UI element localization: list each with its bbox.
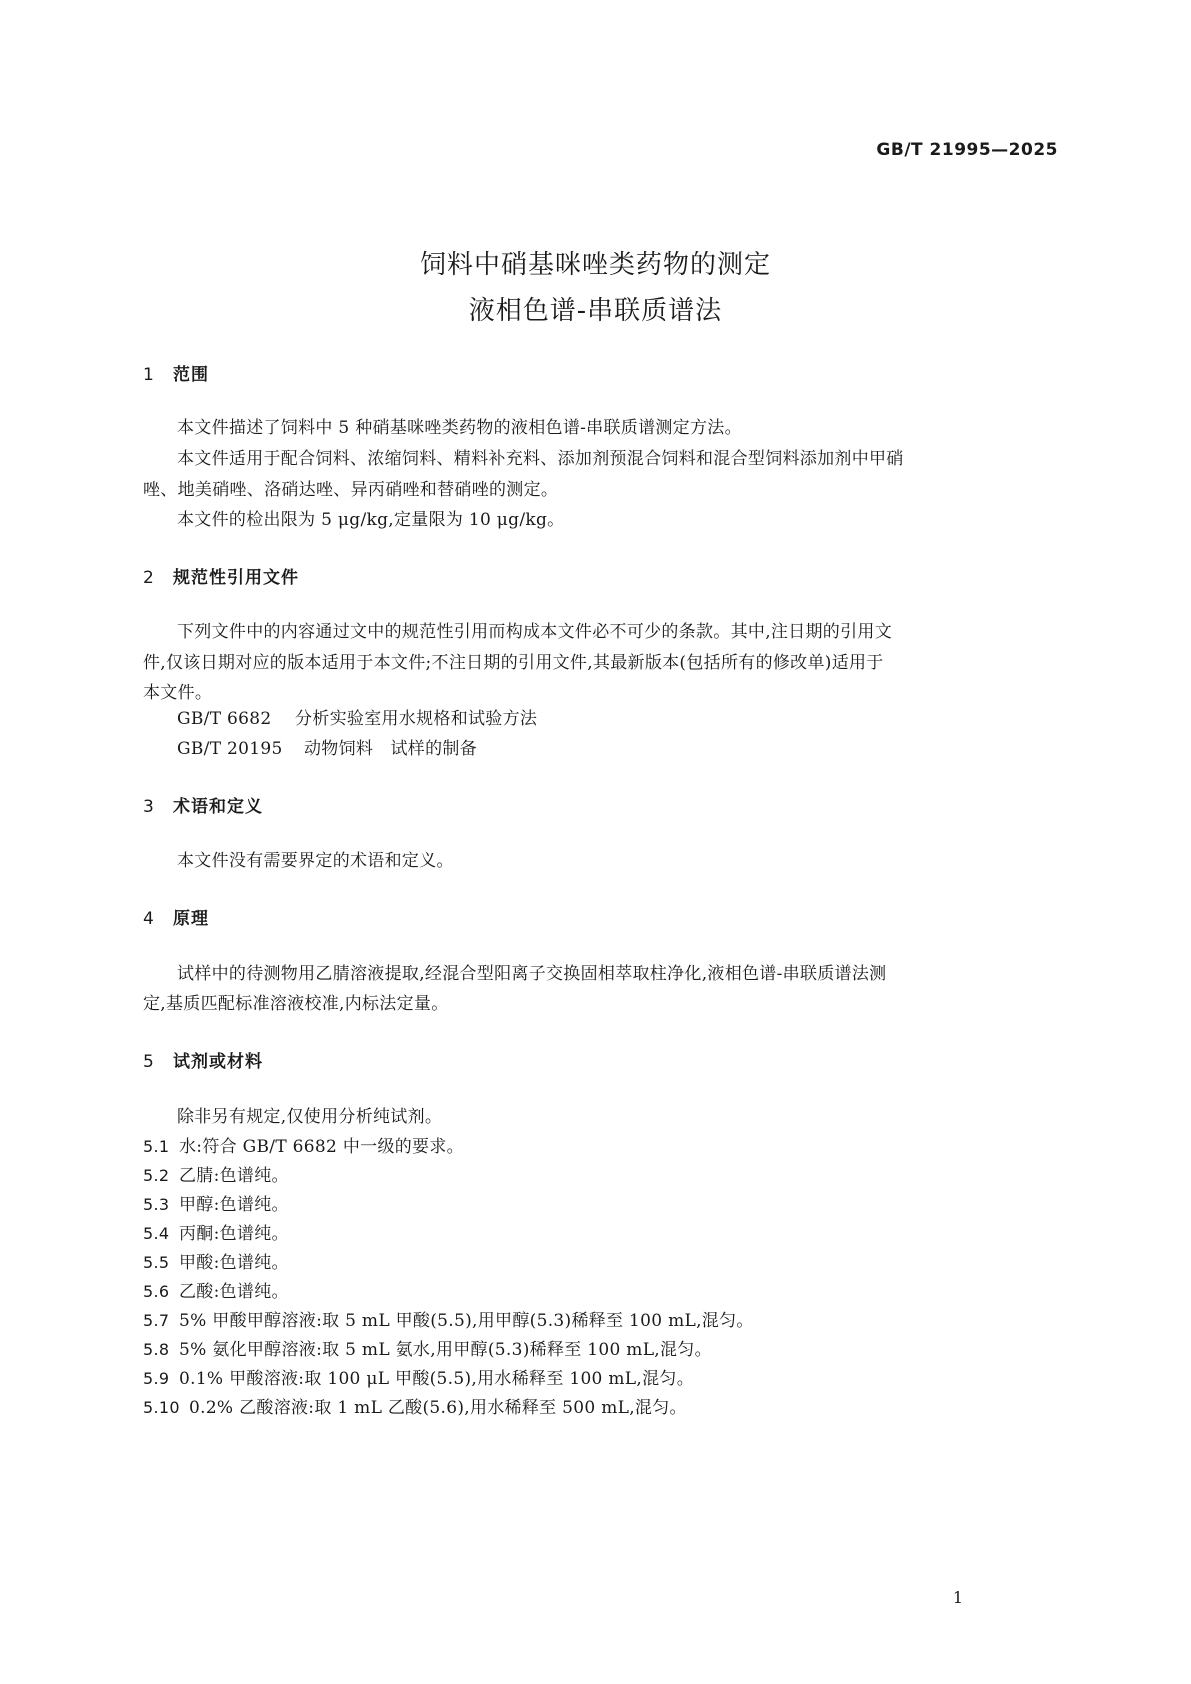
section-title: 术语和定义: [173, 797, 263, 817]
section-4-heading: [143, 904, 209, 929]
item-number: 5.3: [143, 1195, 170, 1214]
reference-title: 动物饲料 试样的制备: [304, 739, 477, 759]
item-text: 甲醇:色谱纯。: [179, 1195, 289, 1215]
paragraph: 本文件的检出限为 5 μg/kg,定量限为 10 μg/kg。: [177, 510, 565, 530]
item-number: 5.2: [143, 1166, 170, 1185]
item-text: 0.2% 乙酸溶液:取 1 mL 乙酸(5.6),用水稀释至 500 mL,混匀。: [189, 1398, 687, 1418]
paragraph: 下列文件中的内容通过文中的规范性引用而构成本文件必不可少的条款。其中,注日期的引用文: [177, 622, 893, 642]
section-5-heading: [143, 1047, 263, 1072]
page-number: 1: [952, 1588, 963, 1607]
list-item: [143, 1306, 754, 1331]
paragraph: 本文件没有需要界定的术语和定义。: [177, 851, 454, 871]
item-number: 5.1: [143, 1137, 170, 1156]
list-item: [143, 1248, 289, 1273]
section-2-heading: [143, 563, 299, 588]
section-title: 试剂或材料: [173, 1052, 263, 1072]
normative-reference: [177, 704, 537, 729]
item-number: 5.7: [143, 1311, 170, 1330]
section-title: 范围: [173, 365, 209, 385]
item-text: 5% 甲酸甲醇溶液:取 5 mL 甲酸(5.5),用甲醇(5.3)稀释至 100 mL,混匀。: [179, 1311, 754, 1331]
section-number: 3: [143, 797, 155, 817]
item-number: 5.4: [143, 1224, 170, 1243]
section-title: 原理: [173, 909, 209, 929]
item-number: 5.5: [143, 1253, 170, 1272]
item-number: 5.9: [143, 1369, 170, 1388]
section-number: 4: [143, 909, 155, 929]
item-text: 甲酸:色谱纯。: [179, 1253, 289, 1273]
item-text: 乙酸:色谱纯。: [179, 1282, 289, 1302]
reference-code: GB/T 6682: [177, 709, 272, 729]
paragraph-continuation: 定,基质匹配标准溶液校准,内标法定量。: [143, 994, 449, 1014]
list-item: [143, 1132, 464, 1157]
document-title-line-2: 液相色谱-串联质谱法: [468, 296, 723, 326]
list-item: [143, 1277, 289, 1302]
item-number: 5.10: [143, 1398, 180, 1417]
section-number: 2: [143, 568, 155, 588]
paragraph: 试样中的待测物用乙腈溶液提取,经混合型阳离子交换固相萃取柱净化,液相色谱-串联质谱法测: [177, 964, 887, 984]
section-number: 1: [143, 365, 155, 385]
paragraph-continuation: 本文件。: [143, 683, 213, 703]
item-text: 0.1% 甲酸溶液:取 100 μL 甲酸(5.5),用水稀释至 100 mL,混匀。: [179, 1369, 694, 1389]
paragraph-continuation: 件,仅该日期对应的版本适用于本文件;不注日期的引用文件,其最新版本(包括所有的修改单)适用于: [143, 653, 884, 673]
normative-reference: [177, 734, 477, 759]
item-text: 丙酮:色谱纯。: [179, 1224, 289, 1244]
item-text: 乙腈:色谱纯。: [179, 1166, 289, 1186]
paragraph: 本文件描述了饲料中 5 种硝基咪唑类药物的液相色谱-串联质谱测定方法。: [177, 418, 742, 438]
item-number: 5.8: [143, 1340, 170, 1359]
section-number: 5: [143, 1052, 155, 1072]
section-title: 规范性引用文件: [173, 568, 299, 588]
list-item: [143, 1364, 694, 1389]
list-item: [143, 1190, 289, 1215]
item-text: 5% 氨化甲醇溶液:取 5 mL 氨水,用甲醇(5.3)稀释至 100 mL,混匀。: [179, 1340, 712, 1360]
document-title-line-1: 饲料中硝基咪唑类药物的测定: [419, 250, 771, 280]
section-1-heading: [143, 360, 209, 385]
list-item: [143, 1335, 712, 1360]
reference-title: 分析实验室用水规格和试验方法: [295, 709, 538, 729]
item-text: 水:符合 GB/T 6682 中一级的要求。: [179, 1137, 464, 1157]
list-item: [143, 1219, 289, 1244]
paragraph: 除非另有规定,仅使用分析纯试剂。: [177, 1107, 443, 1127]
paragraph: 本文件适用于配合饲料、浓缩饲料、精料补充料、添加剂预混合饲料和混合型饲料添加剂中甲硝: [177, 449, 904, 469]
list-item: [143, 1393, 687, 1418]
item-number: 5.6: [143, 1282, 170, 1301]
standard-number: GB/T 21995—2025: [876, 140, 1058, 160]
paragraph-continuation: 唑、地美硝唑、洛硝达唑、异丙硝唑和替硝唑的测定。: [143, 480, 559, 500]
reference-code: GB/T 20195: [177, 739, 283, 759]
list-item: [143, 1161, 289, 1186]
section-3-heading: [143, 792, 263, 817]
